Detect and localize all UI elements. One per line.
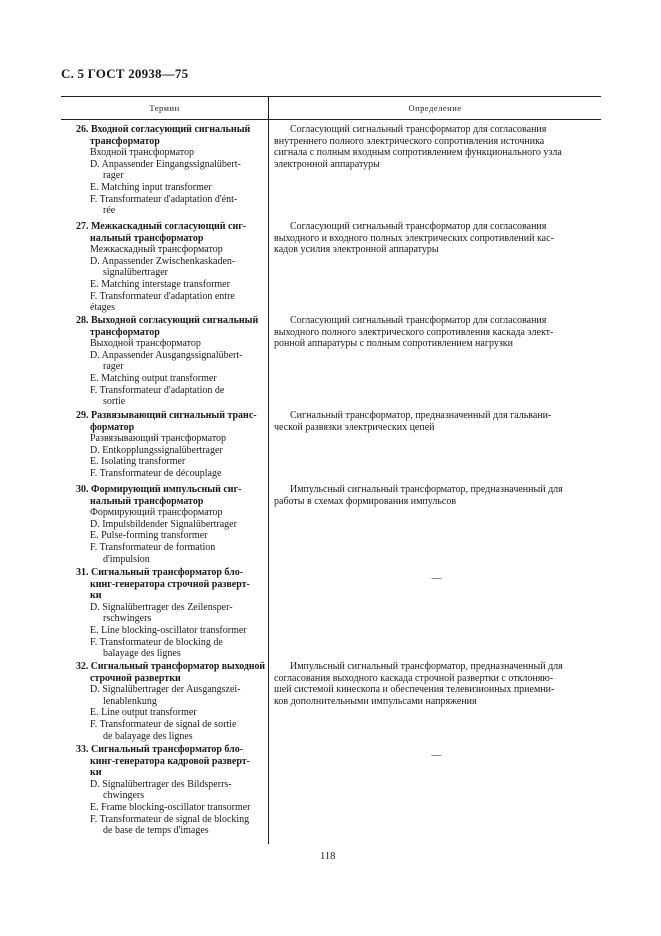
definition-cell bbox=[274, 124, 599, 170]
term-cell bbox=[76, 567, 265, 660]
definition-line: электронной аппаратуры bbox=[274, 158, 380, 170]
term-line: нальный трансформатор bbox=[90, 232, 204, 244]
term-line: E. Matching interstage transformer bbox=[90, 278, 230, 290]
column-header-term: Термин bbox=[149, 103, 180, 113]
definition-line: внутреннего полного электрического сопротивления источника bbox=[274, 135, 545, 147]
definition-cell bbox=[274, 567, 599, 585]
term-line: sortie bbox=[103, 396, 126, 408]
definition-line: ронной аппаратуры с полным сопротивлением нагрузки bbox=[274, 338, 513, 350]
term-line: chwingers bbox=[103, 790, 145, 802]
term-line: rager bbox=[103, 361, 124, 373]
term-cell bbox=[76, 221, 265, 314]
term-line: F. Transformateur de formation bbox=[90, 541, 216, 553]
definition-line: Импульсный сигнальный трансформатор, предназначенный для bbox=[290, 661, 563, 672]
term-line: balayage des lignes bbox=[103, 648, 181, 660]
term-title: 30. Формирующий импульсный сиг- bbox=[76, 484, 242, 495]
term-line: d'impulsion bbox=[103, 553, 150, 565]
definition-line: ков дополнительными импульсами напряжения bbox=[274, 695, 477, 707]
term-line: трансформатор bbox=[90, 135, 160, 147]
definition-line: согласования выходного каскада строчной развертки с отклоняю- bbox=[274, 672, 554, 684]
term-line: F. Transformateur de signal de sortie bbox=[90, 718, 237, 730]
term-line: Развязывающий трансформатор bbox=[90, 433, 227, 445]
term-cell bbox=[76, 124, 265, 217]
term-line: rschwingers bbox=[103, 613, 152, 625]
definition-cell bbox=[274, 484, 599, 507]
term-line: F. Transformateur de signal de blocking bbox=[90, 813, 250, 825]
definition-line: Согласующий сигнальный трансформатор для согласования bbox=[290, 221, 547, 232]
term-line: кинг-генератора строчной разверт- bbox=[90, 578, 250, 590]
term-title: 27. Межкаскадный согласующий сиг- bbox=[76, 221, 247, 232]
term-line: строчной развертки bbox=[90, 672, 181, 684]
table-top-rule bbox=[61, 96, 601, 97]
term-line: E. Matching output transformer bbox=[90, 372, 217, 384]
term-line: Выходной трансформатор bbox=[90, 338, 201, 350]
term-line: E. Line blocking-oscillator transformer bbox=[90, 624, 247, 636]
term-line: ки bbox=[90, 767, 102, 779]
term-line: форматор bbox=[90, 421, 135, 433]
page-header: С. 5 ГОСТ 20938—75 bbox=[61, 66, 189, 81]
definition-line: выходного и входного полных электрических сопротивлений кас- bbox=[274, 232, 554, 244]
term-line: F. Transformateur d'adaptation de bbox=[90, 384, 225, 396]
term-line: D. Anpassender Ausgangssignalübert- bbox=[90, 349, 243, 361]
column-header-definition: Определение bbox=[408, 103, 462, 113]
term-title: 28. Выходной согласующий сигнальный bbox=[76, 315, 259, 326]
definition-line: выходного полного электрического сопротивления каскада элект- bbox=[274, 326, 554, 338]
term-line: de base de temps d'images bbox=[103, 825, 209, 837]
term-title: 26. Входной согласующий сигнальный bbox=[76, 124, 251, 135]
term-line: Межкаскадный трансформатор bbox=[90, 244, 223, 256]
definition-line: Согласующий сигнальный трансформатор для согласования bbox=[290, 124, 547, 135]
term-line: D. Anpassender Eingangssignalübert- bbox=[90, 158, 241, 170]
term-line: F. Transformateur de découplage bbox=[90, 467, 222, 479]
term-line: F. Transformateur de blocking de bbox=[90, 636, 223, 648]
term-line: F. Transformateur d'adaptation d'ént- bbox=[90, 193, 238, 205]
term-line: нальный трансформатор bbox=[90, 495, 204, 507]
term-line: E. Line output transformer bbox=[90, 707, 197, 719]
term-line: кинг-генератора кадровой разверт- bbox=[90, 755, 251, 767]
term-line: de balayage des lignes bbox=[103, 730, 193, 742]
term-line: D. Impulsbildender Signalübertrager bbox=[90, 518, 237, 530]
term-line: D. Signalübertrager des Bildsperrs- bbox=[90, 778, 232, 790]
table-header-rule bbox=[61, 119, 601, 120]
term-line: rée bbox=[103, 205, 116, 217]
definition-cell bbox=[274, 661, 599, 707]
term-cell bbox=[76, 410, 265, 480]
definition-line: — bbox=[431, 750, 442, 761]
term-line: signalübertrager bbox=[103, 267, 168, 279]
definition-cell bbox=[274, 744, 599, 762]
term-line: трансформатор bbox=[90, 326, 160, 338]
column-separator bbox=[268, 119, 269, 844]
term-cell bbox=[76, 484, 265, 565]
page-number: 118 bbox=[320, 851, 336, 862]
term-line: Формирующий трансформатор bbox=[90, 507, 223, 519]
term-line: E. Frame blocking-oscillator transormer bbox=[90, 801, 251, 813]
definition-line: сигнала с полным входным сопротивлением функционального узла bbox=[274, 147, 562, 159]
term-line: rager bbox=[103, 170, 124, 182]
header-column-separator bbox=[268, 96, 269, 119]
term-line: étages bbox=[90, 302, 115, 314]
term-title: 31. Сигнальный трансформатор бло- bbox=[76, 567, 244, 578]
term-line: D. Signalübertrager des Zeilensper- bbox=[90, 601, 233, 613]
term-line: E. Matching input transformer bbox=[90, 181, 212, 193]
term-line: E. Isolating transformer bbox=[90, 456, 186, 468]
definition-line: Сигнальный трансформатор, предназначенный для гальвани- bbox=[290, 410, 552, 421]
definition-line: работы в схемах формирования импульсов bbox=[274, 495, 457, 507]
term-line: Входной трансформатор bbox=[90, 147, 195, 159]
term-line: ки bbox=[90, 590, 102, 602]
definition-line: шей системой кинескопа и обеспечения телевизионных приемни- bbox=[274, 684, 555, 696]
term-line: F. Transformateur d'adaptation entre bbox=[90, 290, 235, 302]
definition-line: кадов усилия электронной аппаратуры bbox=[274, 244, 439, 256]
term-line: E. Pulse-forming transformer bbox=[90, 530, 208, 542]
term-title: 33. Сигнальный трансформатор бло- bbox=[76, 744, 244, 755]
term-line: D. Anpassender Zwischenkaskaden- bbox=[90, 255, 236, 267]
term-line: lenablenkung bbox=[103, 695, 157, 707]
definition-line: — bbox=[431, 573, 442, 584]
term-cell bbox=[76, 661, 265, 742]
term-cell bbox=[76, 315, 265, 408]
term-line: D. Entkopplungssignalübertrager bbox=[90, 444, 223, 456]
definition-line: ческой развязки электрических цепей bbox=[274, 421, 435, 433]
definition-cell bbox=[274, 315, 599, 350]
term-line: D. Signalübertrager der Ausgangszei- bbox=[90, 684, 241, 696]
term-cell bbox=[76, 744, 265, 837]
definition-line: Согласующий сигнальный трансформатор для согласования bbox=[290, 315, 547, 326]
term-title: 32. Сигнальный трансформатор выходной bbox=[76, 661, 266, 672]
term-title: 29. Развязывающий сигнальный транс- bbox=[76, 410, 257, 421]
definition-cell bbox=[274, 410, 599, 433]
definition-cell bbox=[274, 221, 599, 256]
definition-line: Импульсный сигнальный трансформатор, предназначенный для bbox=[290, 484, 563, 495]
